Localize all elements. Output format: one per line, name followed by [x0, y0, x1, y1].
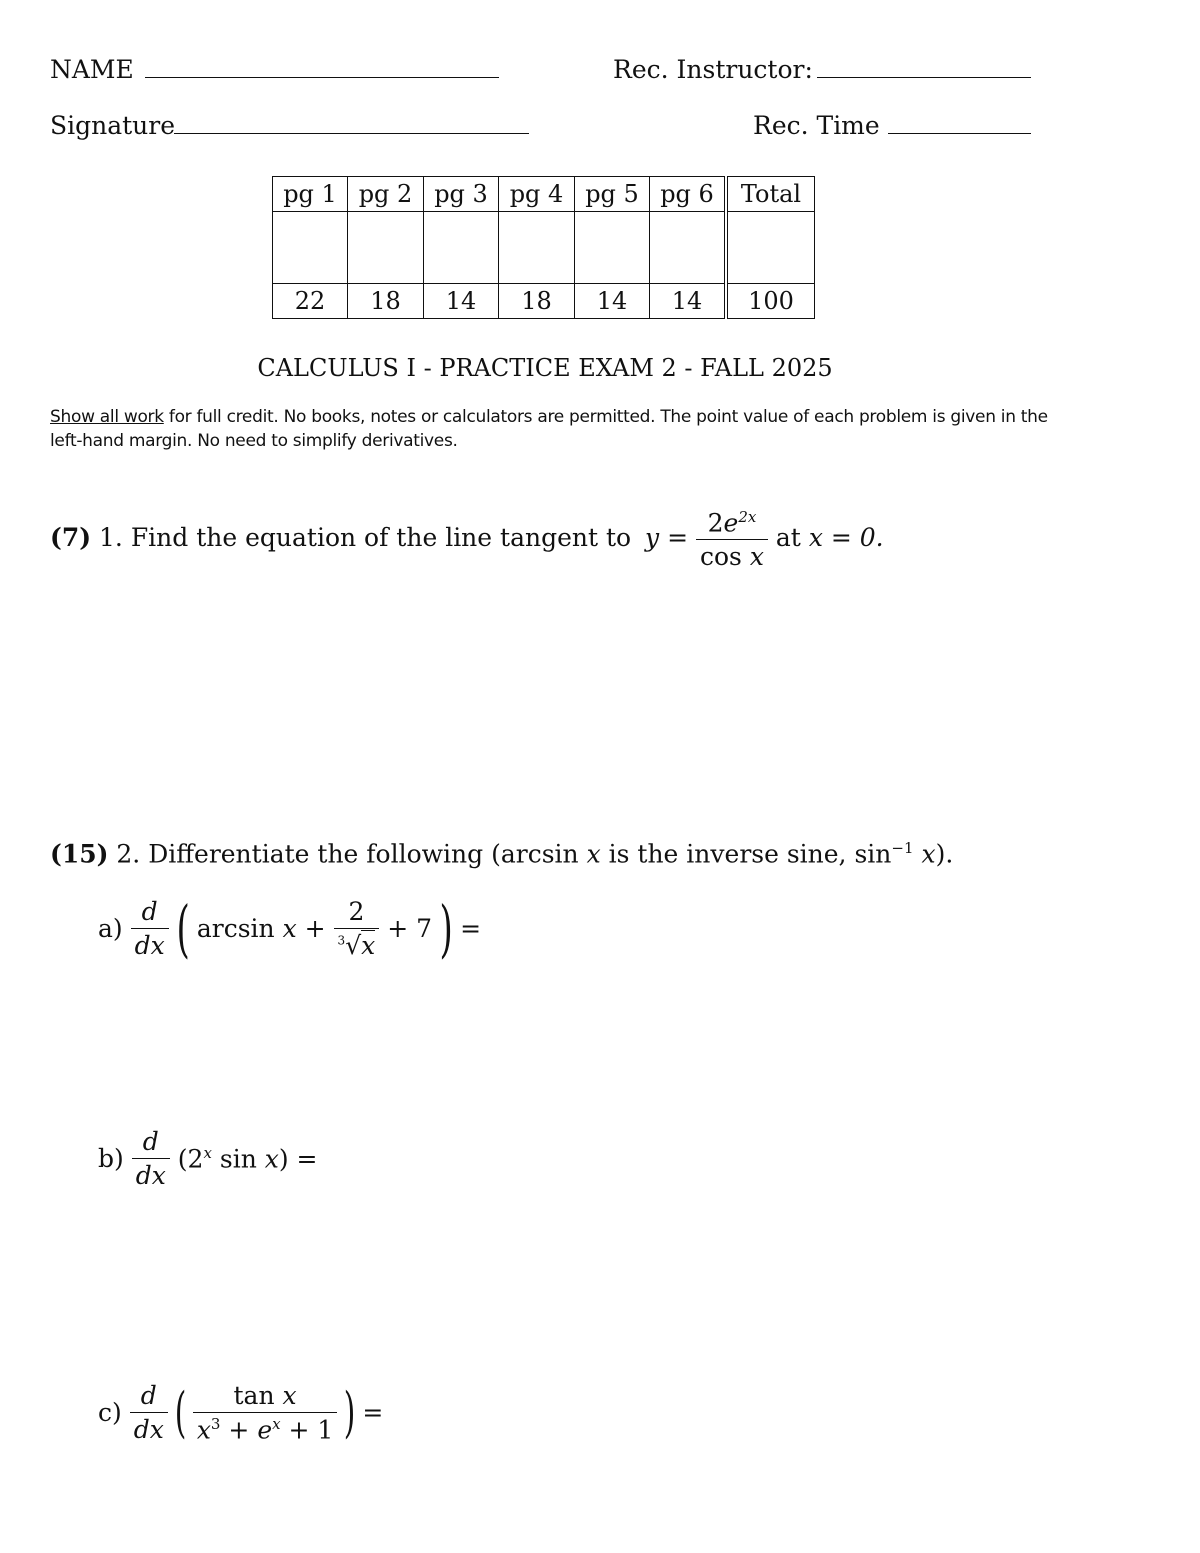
page-title: CALCULUS I - PRACTICE EXAM 2 - FALL 2025 [257, 354, 833, 382]
score-entry-row [273, 212, 815, 284]
problem-2-text-mid: is the inverse sine, [608, 839, 847, 869]
score-entry-cell[interactable] [575, 212, 650, 284]
score-points-cell: 14 [424, 284, 499, 319]
problem-2-points: (15) [50, 839, 109, 869]
score-entry-cell[interactable] [650, 212, 727, 284]
time-field[interactable] [888, 133, 1031, 134]
part-b: b) $\frac{d}{dx}$ (2$^x$ sin x) = [98, 1127, 318, 1190]
name-label: NAME [50, 55, 134, 84]
part-a-label: a) [98, 914, 123, 943]
score-header-cell: pg 6 [650, 177, 727, 212]
problem-2-text: Differentiate the following ( [148, 839, 501, 869]
part-c-label: c) [98, 1398, 122, 1428]
problem-1-fraction: $\frac{2e^{2x}}{\text{cos x}}$ [696, 508, 768, 571]
instructions-emphasis: Show all work [50, 407, 164, 427]
problem-1-number: 1. [99, 523, 123, 553]
signature-field[interactable] [174, 133, 529, 134]
signature-label: Signature [50, 111, 176, 140]
score-points-cell: 14 [650, 284, 727, 319]
instructor-field[interactable] [817, 77, 1031, 78]
score-header-cell: pg 1 [273, 177, 348, 212]
instructions [50, 405, 1060, 453]
score-points-cell: 22 [273, 284, 348, 319]
score-header-cell: pg 2 [348, 177, 424, 212]
score-entry-cell[interactable] [424, 212, 499, 284]
problem-2-number: 2. [116, 839, 141, 869]
part-a: a) $\frac{d}{dx}$ ( arcsin x + $\frac{2}{^3√x}$ + 7 ) = [98, 892, 482, 965]
score-entry-cell[interactable] [273, 212, 348, 284]
problem-1-points: (7) [50, 523, 92, 553]
time-label: Rec. Time [753, 111, 880, 140]
score-header-cell: pg 4 [499, 177, 575, 212]
score-points-cell: 18 [348, 284, 424, 319]
score-header-cell: pg 3 [424, 177, 499, 212]
score-header-cell: Total [726, 177, 815, 212]
part-c: c) $\frac{d}{dx}$ ( $\frac{\text{tan x}}{x^3 + e^x + 1}$ ) = [98, 1381, 384, 1445]
score-entry-cell[interactable] [726, 212, 815, 284]
score-entry-cell[interactable] [499, 212, 575, 284]
score-points-cell: 100 [726, 284, 815, 319]
score-header-row [273, 177, 815, 212]
problem-1-text: Find the equation of the line tangent to [130, 523, 632, 553]
score-header-cell: pg 5 [575, 177, 650, 212]
instructions-text: for full credit. No books, notes or calculators are permitted. The point value of each problem is given in the left-hand margin. No need to simplify derivatives. [50, 407, 1048, 451]
score-entry-cell[interactable] [348, 212, 424, 284]
score-points-cell: 18 [499, 284, 575, 319]
problem-1-point: x = 0. [808, 523, 884, 553]
problem-2: (15) 2. Differentiate the following (arcsin x is the inverse sine, $\sin^{-1} x$). [50, 839, 954, 869]
problem-1: (7) 1. Find the equation of the line tangent to y = $\frac{2e^{2x}}{\text{cos x}}$ at x = 0. [50, 508, 884, 572]
instructor-label: Rec. Instructor: [613, 55, 813, 84]
score-points-row [273, 284, 815, 319]
score-table [272, 176, 815, 319]
problem-1-at: at [775, 523, 801, 553]
part-b-label: b) [98, 1144, 124, 1173]
score-points-cell: 14 [575, 284, 650, 319]
name-field[interactable] [145, 77, 499, 78]
